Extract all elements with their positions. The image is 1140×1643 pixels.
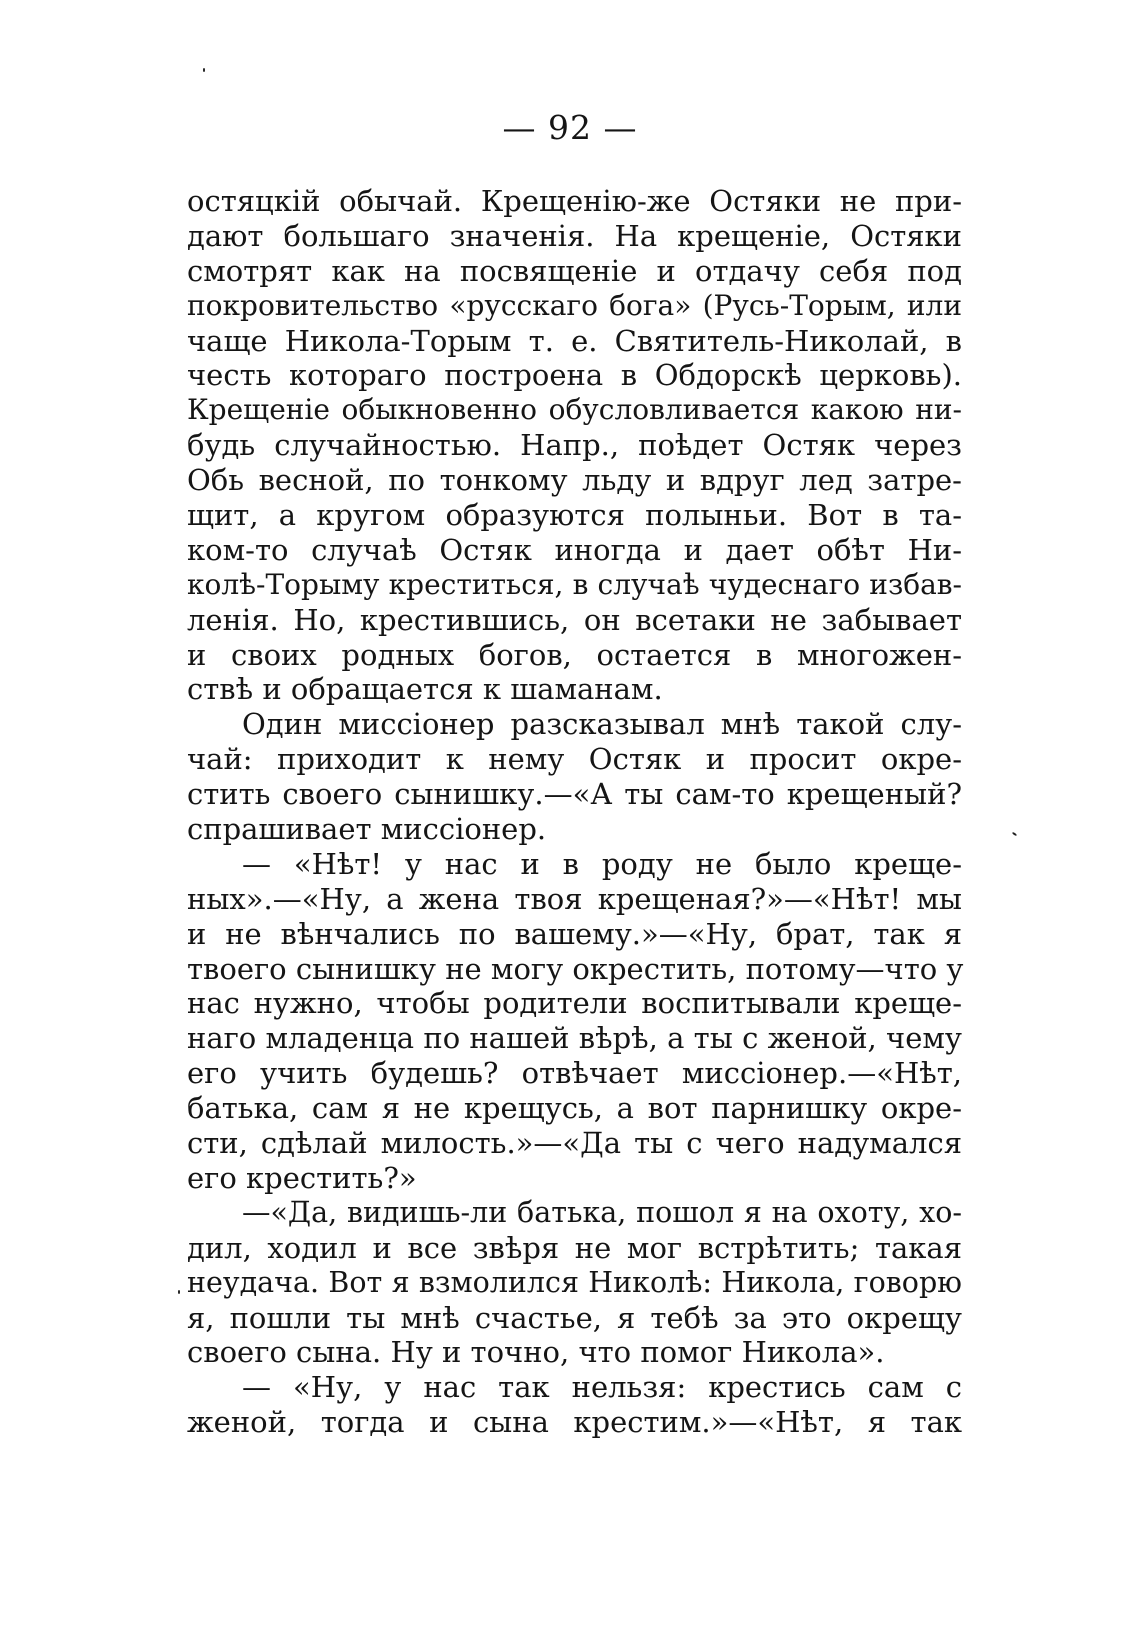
- text-line: стить своего сынишку.—«А ты сам-то крещеный?: [187, 777, 962, 812]
- text-line: спрашивает миссіонер.: [187, 812, 547, 847]
- text-line: женой, тогда и сына крестим.»—«Нѣт, я так: [187, 1405, 962, 1440]
- text-line: будь случайностью. Напр., поѣдет Остяк через: [187, 428, 962, 463]
- text-line: его учить будешь? отвѣчает миссіонер.—«Нѣт,: [187, 1056, 962, 1091]
- text-line: — «Нѣт! у нас и в роду не было креще-: [242, 846, 962, 881]
- text-line: остяцкій обычай. Крещенію-же Остяки не при-: [187, 184, 962, 218]
- text-line: Крещеніе обыкновенно обусловливается какою ни-: [187, 393, 962, 427]
- body-text: [187, 184, 962, 1440]
- text-line: Обь весной, по тонкому льду и вдруг лед затре-: [187, 463, 962, 498]
- text-line: ком-то случаѣ Остяк иногда и дает обѣт Ни-: [187, 532, 962, 567]
- text-line: и не вѣнчались по вашему.»—«Ну, брат, так я: [187, 916, 962, 951]
- scan-speck: [1012, 832, 1017, 837]
- text-line: твоего сынишку не могу окрестить, потому—что у: [187, 951, 964, 986]
- text-line: —«Да, видишь-ли батька, пошол я на охоту, хо-: [242, 1195, 962, 1229]
- text-line: и своих родных богов, остается в многожен-: [187, 637, 962, 672]
- text-line: батька, сам я не крещусь, а вот парнишку окре-: [187, 1091, 962, 1126]
- text-line: честь котораго построена в Обдорскѣ церковь).: [187, 358, 962, 393]
- text-line: чай: приходит к нему Остяк и просит окре-: [187, 742, 962, 777]
- text-line: дают большаго значенія. На крещеніе, Остяки: [187, 218, 962, 253]
- text-line: дил, ходил и все звѣря не мог встрѣтить; такая: [187, 1230, 962, 1265]
- text-line: Один миссіонер разсказывал мнѣ такой слу-: [242, 707, 962, 742]
- text-line: я, пошли ты мнѣ счастье, я тебѣ за это окрещу: [187, 1300, 962, 1335]
- text-line: наго младенца по нашей вѣрѣ, а ты с женой, чему: [187, 1021, 962, 1056]
- text-line: своего сына. Ну и точно, что помог Никола».: [187, 1335, 885, 1370]
- text-line: ных».—«Ну, а жена твоя крещеная?»—«Нѣт! мы: [187, 881, 962, 916]
- text-line: его крестить?»: [187, 1160, 417, 1195]
- scan-speck: [178, 1290, 180, 1294]
- scan-speck: [203, 68, 205, 72]
- text-line: неудача. Вот я взмолился Николѣ: Никола, говорю: [187, 1265, 962, 1299]
- text-line: — «Ну, у нас так нельзя: крестись сам с: [242, 1370, 962, 1405]
- text-line: смотрят как на посвященіе и отдачу себя под: [187, 253, 962, 288]
- page-number: — 92 —: [502, 108, 638, 147]
- text-line: колѣ-Торыму креститься, в случаѣ чудеснаго избав-: [187, 567, 962, 601]
- text-line: покровительство «русскаго бога» (Русь-Торым, или: [187, 288, 962, 322]
- text-line: ленія. Но, крестившись, он всетаки не забывает: [187, 602, 962, 637]
- text-line: ствѣ и обращается к шаманам.: [187, 672, 663, 707]
- text-line: сти, сдѣлай милость.»—«Да ты с чего надумался: [187, 1126, 962, 1161]
- text-line: чаще Никола-Торым т. е. Святитель-Николай, в: [187, 323, 962, 358]
- text-line: нас нужно, чтобы родители воспитывали креще-: [187, 986, 962, 1021]
- text-line: щит, а кругом образуются полыньи. Вот в та-: [187, 498, 962, 533]
